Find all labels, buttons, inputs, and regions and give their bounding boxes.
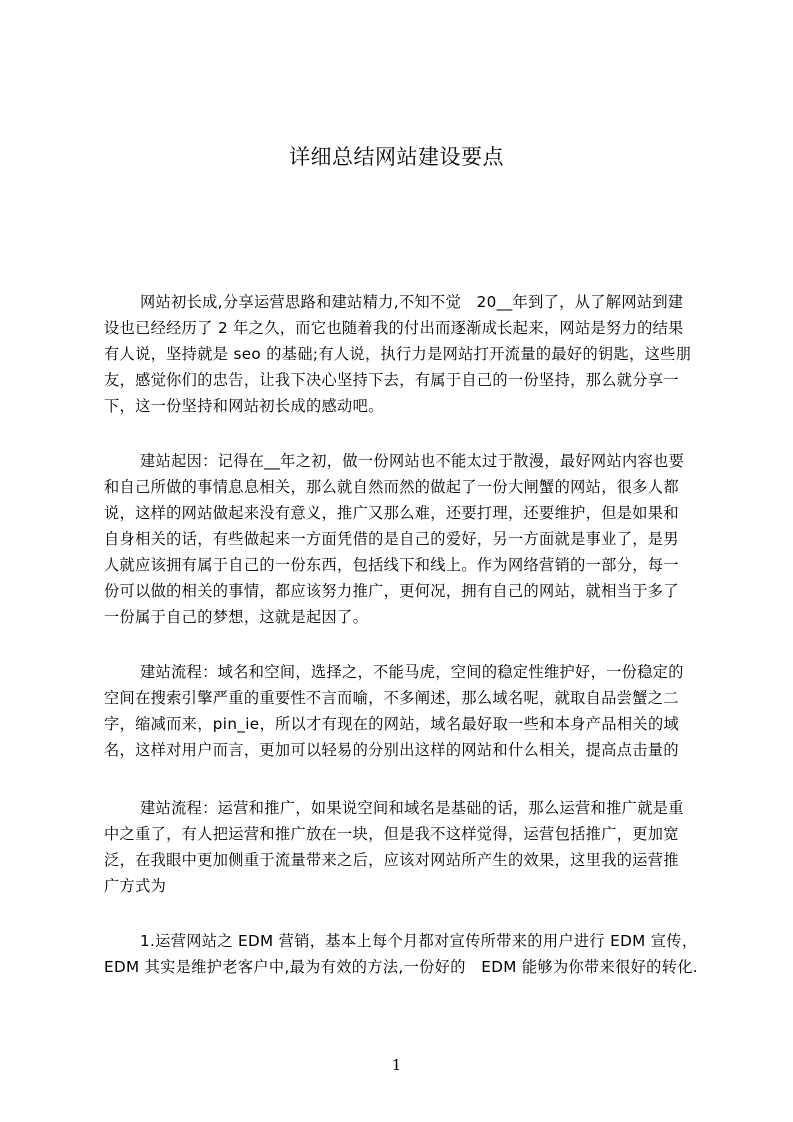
paragraph-3-line-1: 建站流程：域名和空间，选择之，不能马虎，空间的稳定性维护好，一份稳定的 xyxy=(140,663,684,681)
paragraph-4-line-1: 建站流程：运营和推广，如果说空间和域名是基础的话，那么运营和推广就是重 xyxy=(140,799,684,817)
paragraph-2-line-5: 人就应该拥有属于自己的一份东西，包括线下和线上。作为网络营销的一部分，每一 xyxy=(104,556,679,574)
paragraph-1-line-5: 下，这一份坚持和网站初长成的感动吧。 xyxy=(104,397,384,415)
paragraph-1-line-2: 设也已经经历了 2 年之久，而它也随着我的付出而逐渐成长起来，网站是努力的结果 xyxy=(104,319,684,337)
paragraph-4-line-3: 泛，在我眼中更加侧重于流量带来之后，应该对网站所产生的效果，这里我的运营推 xyxy=(104,851,679,869)
page-number: 1 xyxy=(391,1056,402,1074)
paragraph-2-line-1: 建站起因：记得在__年之初，做一份网站也不能太过于散漫，最好网站内容也要 xyxy=(140,452,685,470)
paragraph-3-line-3: 字，缩减而来，pin_ie，所以才有现在的网站，域名最好取一些和本身产品相关的域 xyxy=(104,715,680,733)
paragraph-5-line-1: 1.运营网站之 EDM 营销，基本上每个月都对宣传所带来的用户进行 EDM 宣传， xyxy=(140,932,698,950)
paragraph-2-line-4: 自身相关的话，有些做起来一方面凭借的是自己的爱好，另一方面就是事业了，是男 xyxy=(104,530,679,548)
paragraph-4-line-4: 广方式为 xyxy=(104,877,167,895)
paragraph-3-line-2: 空间在搜索引擎严重的重要性不言而喻，不多阐述，那么域名呢，就取自品尝蟹之二 xyxy=(104,689,679,707)
paragraph-2-line-6: 份可以做的相关的事情，都应该努力推广，更何况，拥有自己的网站，就相当于多了 xyxy=(104,582,679,600)
paragraph-4-line-2: 中之重了，有人把运营和推广放在一块，但是我不这样觉得，运营包括推广，更加宽 xyxy=(104,825,679,843)
paragraph-1-line-1: 网站初长成,分享运营思路和建站精力,不知不觉 20__年到了，从了解网站到建 xyxy=(140,293,684,311)
paragraph-2-line-7: 一份属于自己的梦想，这就是起因了。 xyxy=(104,608,369,626)
paragraph-2-line-2: 和自己所做的事情息息相关，那么就自然而然的做起了一份大闸蟹的网站，很多人都 xyxy=(104,478,679,496)
paragraph-1-line-4: 友，感觉你们的忠告，让我下决心坚持下去，有属于自己的一份坚持，那么就分享一 xyxy=(104,371,679,389)
document-title: 详细总结网站建设要点 xyxy=(289,145,504,169)
paragraph-3-line-4: 名，这样对用户而言，更加可以轻易的分别出这样的网站和什么相关，提高点击量的 xyxy=(104,741,679,759)
paragraph-5-line-2: EDM 其实是维护老客户中,最为有效的方法,一份好的 EDM 能够为你带来很好的转化. xyxy=(104,958,698,976)
paragraph-1-line-3: 有人说，坚持就是 seo 的基础;有人说，执行力是网站打开流量的最好的钥匙，这些朋 xyxy=(104,345,692,363)
paragraph-2-line-3: 说，这样的网站做起来没有意义，推广又那么难，还要打理，还要维护，但是如果和 xyxy=(104,504,679,522)
